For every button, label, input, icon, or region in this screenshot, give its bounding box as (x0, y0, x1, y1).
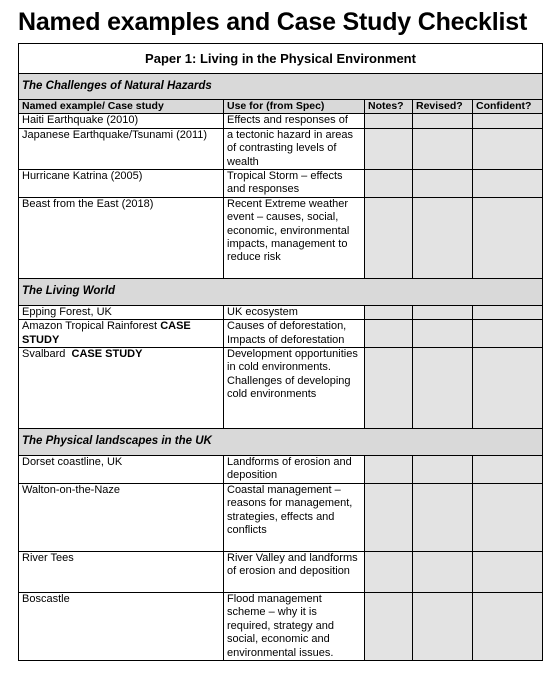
column-header-row (19, 100, 543, 114)
table-row (19, 170, 543, 198)
revised-cell[interactable] (413, 305, 473, 319)
example-name: Svalbard (22, 348, 66, 361)
example-cell: Dorset coastline, UK (19, 456, 224, 484)
case-study-tag: CASE STUDY (71, 348, 143, 361)
case-study-tag: CASE STUDY (22, 320, 191, 346)
section-title: The Living World (19, 278, 543, 305)
example-cell: Haiti Earthquake (2010) (19, 114, 224, 128)
confident-cell[interactable] (473, 348, 543, 429)
example-cell (19, 348, 224, 429)
column-header-use: Use for (from Spec) (224, 100, 365, 114)
example-cell: Beast from the East (2018) (19, 197, 224, 278)
revised-cell[interactable] (413, 197, 473, 278)
use-cell: Flood management scheme – why it is required, strategy and social, economic and environmental issues. (224, 592, 365, 660)
notes-cell[interactable] (365, 170, 413, 198)
revised-cell[interactable] (413, 114, 473, 128)
confident-cell[interactable] (473, 320, 543, 348)
section-header-row (19, 429, 543, 456)
column-header-revised: Revised? (413, 100, 473, 114)
confident-cell[interactable] (473, 114, 543, 128)
column-header-example: Named example/ Case study (19, 100, 224, 114)
table-row (19, 305, 543, 319)
confident-cell[interactable] (473, 456, 543, 484)
use-cell: Recent Extreme weather event – causes, social, economic, environmental impacts, management to reduce risk (224, 197, 365, 278)
notes-cell[interactable] (365, 197, 413, 278)
table-row (19, 114, 543, 128)
notes-cell[interactable] (365, 456, 413, 484)
example-cell: Hurricane Katrina (2005) (19, 170, 224, 198)
column-header-confident: Confident? (473, 100, 543, 114)
notes-cell[interactable] (365, 128, 413, 169)
table-row (19, 348, 543, 429)
notes-cell[interactable] (365, 483, 413, 551)
confident-cell[interactable] (473, 483, 543, 551)
table-row (19, 320, 543, 348)
revised-cell[interactable] (413, 128, 473, 169)
use-cell: Causes of deforestation, Impacts of deforestation (224, 320, 365, 348)
notes-cell[interactable] (365, 592, 413, 660)
confident-cell[interactable] (473, 170, 543, 198)
confident-cell[interactable] (473, 305, 543, 319)
use-cell: Effects and responses of (224, 114, 365, 128)
use-cell: Landforms of erosion and deposition (224, 456, 365, 484)
use-cell: a tectonic hazard in areas of contrasting levels of wealth (224, 128, 365, 169)
revised-cell[interactable] (413, 170, 473, 198)
use-cell: River Valley and landforms of erosion and deposition (224, 551, 365, 592)
example-cell (19, 320, 224, 348)
confident-cell[interactable] (473, 551, 543, 592)
column-header-notes: Notes? (365, 100, 413, 114)
notes-cell[interactable] (365, 305, 413, 319)
example-cell: River Tees (19, 551, 224, 592)
confident-cell[interactable] (473, 197, 543, 278)
example-cell: Japanese Earthquake/Tsunami (2011) (19, 128, 224, 169)
table-row (19, 592, 543, 660)
use-cell: Development opportunities in cold environments. Challenges of developing cold environments (224, 348, 365, 429)
table-row (19, 551, 543, 592)
section-header-row (19, 74, 543, 100)
example-cell: Epping Forest, UK (19, 305, 224, 319)
page-title: Named examples and Case Study Checklist (18, 8, 528, 36)
paper-title: Paper 1: Living in the Physical Environment (19, 44, 543, 74)
revised-cell[interactable] (413, 348, 473, 429)
notes-cell[interactable] (365, 551, 413, 592)
checklist-table (18, 43, 543, 661)
table-row (19, 456, 543, 484)
revised-cell[interactable] (413, 456, 473, 484)
revised-cell[interactable] (413, 320, 473, 348)
example-cell: Boscastle (19, 592, 224, 660)
paper-title-row (19, 44, 543, 74)
use-cell: Tropical Storm – effects and responses (224, 170, 365, 198)
use-cell: Coastal management – reasons for management, strategies, effects and conflicts (224, 483, 365, 551)
notes-cell[interactable] (365, 348, 413, 429)
example-name: Amazon Tropical Rainforest (22, 320, 158, 333)
notes-cell[interactable] (365, 114, 413, 128)
table-row (19, 197, 543, 278)
section-header-row (19, 278, 543, 305)
confident-cell[interactable] (473, 128, 543, 169)
revised-cell[interactable] (413, 551, 473, 592)
confident-cell[interactable] (473, 592, 543, 660)
notes-cell[interactable] (365, 320, 413, 348)
use-cell: UK ecosystem (224, 305, 365, 319)
section-title: The Challenges of Natural Hazards (19, 74, 543, 100)
table-row (19, 128, 543, 169)
revised-cell[interactable] (413, 483, 473, 551)
example-cell: Walton-on-the-Naze (19, 483, 224, 551)
revised-cell[interactable] (413, 592, 473, 660)
section-title: The Physical landscapes in the UK (19, 429, 543, 456)
table-row (19, 483, 543, 551)
